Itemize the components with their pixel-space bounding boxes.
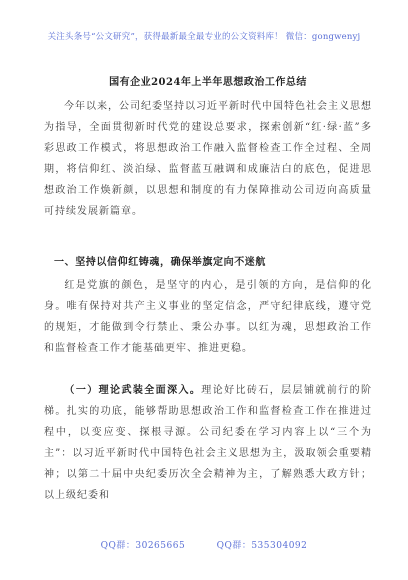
subsection1-lead: （一）理论武装全面深入。 <box>64 385 202 396</box>
footer-contact <box>0 538 408 551</box>
document-title: 国有企业2024年上半年思想政治工作总结 <box>109 77 307 88</box>
footer-qq-group-1: QQ群：30265665 <box>100 541 186 551</box>
footer-qq-group-2: QQ群：535304092 <box>216 541 308 551</box>
subsection1-text: 理论好比砖石，层层铺就前行的阶梯。扎实的功底，能够帮助思想政治工作和监督检查工作在推进过程中，以变应变、探根寻源。公司纪委在学习内容上以“三个为主”：以习近平新时代中国特色社会主义思想为主，汲取领会重要精神；以第二十届中央纪委历次全会精神为主，了解熟悉大政方针；以上级纪委和 <box>44 385 373 501</box>
header-promo-note: 关注头条号“公文研究”，获得最新最全最专业的公文资料库！ 微信：gongwenyj <box>47 32 361 42</box>
intro-text: 今年以来，公司纪委坚持以习近平新时代中国特色社会主义思想为指导，全面贯彻新时代党的建设总要求，探索创新“红·绿·蓝”多彩思政工作模式，将思想政治工作融入监督检查工作全过程、全周期，将信仰红、淡泊绿、监督蓝互融调和成廉洁白的底色，促进思想政治工作焕新颜，以思想和制度的有力保障推动公司迈向高质量可持续发展新篇章。 <box>44 101 372 217</box>
section1-paragraph <box>44 275 372 359</box>
section1-text: 红是党旗的颜色，是坚守的内心，是引领的方向，是信仰的化身。唯有保持对共产主义事业的坚定信念，严守纪律底线，遵守党的规矩，才能做到令行禁止、秉公办事。以红为魂，思想政治工作和监督检查工作才能基础更牢、推进更稳。 <box>44 280 372 354</box>
intro-paragraph <box>44 96 372 222</box>
section1-heading: 一、坚持以信仰红铸魂，确保举旗定向不迷航 <box>54 257 266 268</box>
subsection1-paragraph <box>44 380 372 506</box>
